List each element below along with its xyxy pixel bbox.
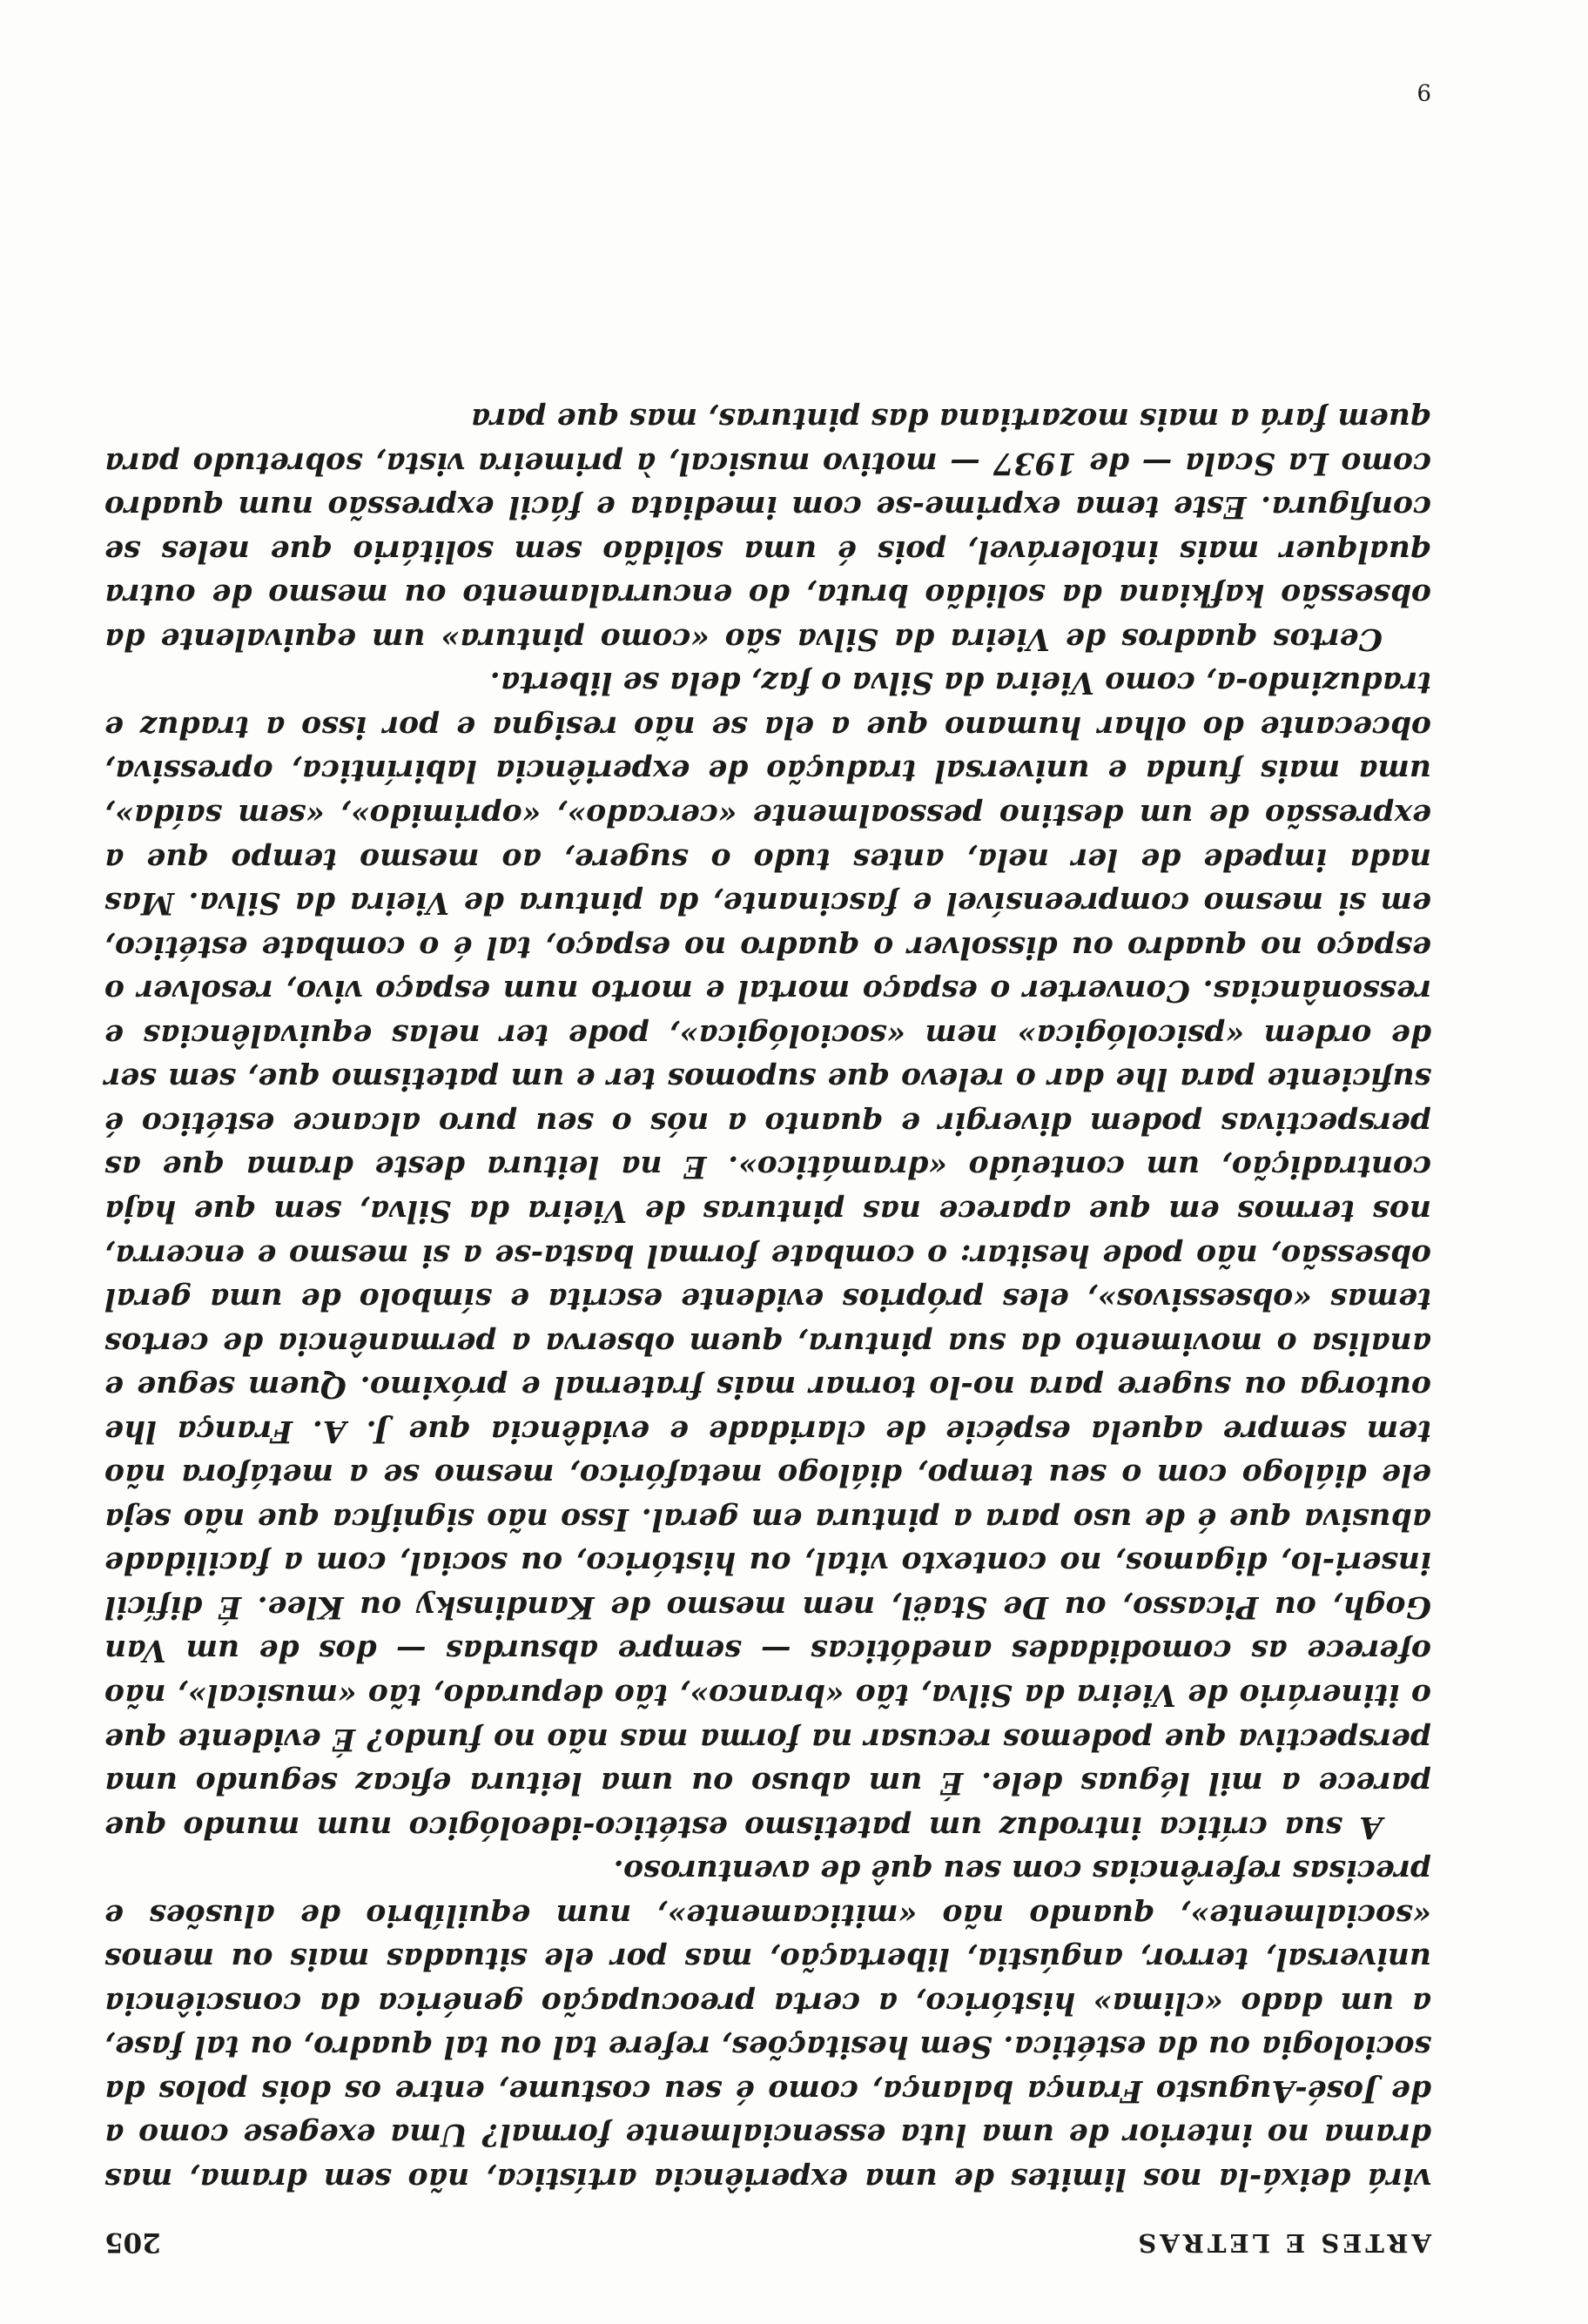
body-text [104,397,1431,2200]
page-number: 205 [104,2227,161,2258]
page-header [104,2214,1431,2258]
paragraph-2: A sua crítica introduz um patetismo estético-ideológico num mundo que parece a mil léguas dele. É um abuso ou uma leitura eficaz segundo uma perspectiva que podemos recusar na forma mas não no fundo? É evidente que o itinerário de Vieira da Silva, tão «branco», tão depurado, tão «musical», não oferece as comodidades anedóticas — sempre absurdas — dos de um Van Gogh, ou Picasso, ou De Staël, nem mesmo de Kandinsky ou Klee. É difícil inseri-lo, digamos, no contexto vital, ou histórico, ou social, com a facilidade abusiva que é de uso para a pintura em geral. Isso não significa que não seja ele diálogo com o seu tempo, diálogo metafórico, mesmo se a metáfora não tem sempre aquela espécie de claridade e evidência que J. A. França lhe outorga ou sugere para no-lo tornar mais fraternal e próximo. Quem segue e analisa o movimento da sua pintura, quem observa a permanência de certos temas «obsessivos», eles próprios evidente escrita e símbolo de uma geral obsessão, não pode hesitar: o combate formal basta-se a si mesmo e encerra, nos termos em que aparece nas pinturas de Vieira da Silva, sem que haja contradição, um conteúdo «dramático». E na leitura deste drama que as perspectivas podem divergir e quanto a nós o seu puro alcance estético é suficiente para lhe dar o relevo que supomos ter e um patetismo que, sem ser de ordem «psicológica» nem «sociológica», pode ter nelas equivalências e ressonâncias. Converter o espaço mortal e morto num espaço vivo, resolver o espaço no quadro ou dissolver o quadro no espaço, tal é o combate estético, em si mesmo compreensível e fascinante, da pintura de Vieira da Silva. Mas nada impede de ler nela, antes tudo o sugere, ao mesmo tempo que a expressão de um destino pessoalmente «cercado», «oprimido», «sem saída», uma mais funda e universal tradução de experiência labiríntica, opressiva, obcecante do olhar humano que a ela se não resigna e por isso a traduz e traduzindo-a, como Vieira da Silva o faz, dela se liberta. [104,665,1431,1844]
paragraph-3: Certos quadros de Vieira da Silva são «como pintura» um equivalente da obsessão kafkiana da solidão bruta, do encurralamento ou mesmo de outra qualquer mais intolerável, pois é uma solidão sem solitário que neles se configura. Este tema exprime-se com imediata e fácil expressão num quadro como La Scala — de 1937 — motivo musical, à primeira vista, sobretudo para quem fará a mais mozartiana das pinturas, mas que para [104,401,1431,656]
paragraph-1: virá deixá-la nos limites de uma experiência artística, não sem drama, mas drama no interior de uma luta essencialmente formal? Uma exegese como a de José-Augusto França balança, como é seu costume, entre os dois polos da sociologia ou da estética. Sem hesitações, refere tal ou tal quadro, ou tal fase, a um dado «clima» histórico, a certa preocupação genérica da consciência universal, terror, angústia, libertação, mas por ele situadas mais ou menos «socialmente», quando não «miticamente», num equilíbrio de alusões e precisas referências com seu quê de aventuroso. [104,1853,1431,2196]
running-head: ARTES E LETRAS [1134,2228,1431,2258]
page-footer [104,70,1431,104]
signature-mark: 9 [1416,78,1431,104]
